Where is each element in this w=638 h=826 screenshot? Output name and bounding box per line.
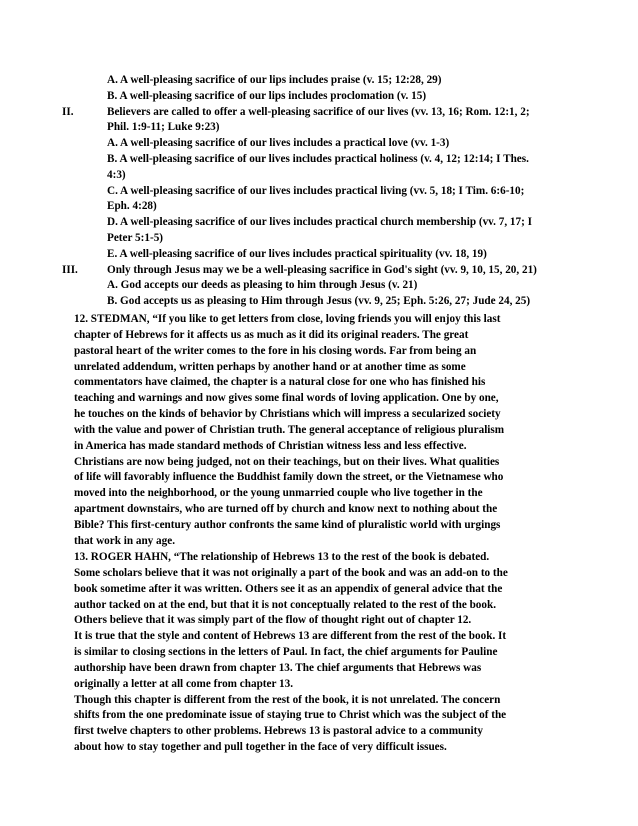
outline-line: [0, 120, 638, 136]
paragraph-line: pastoral heart of the writer comes to the fore in his closing words. Far from being an: [74, 344, 477, 357]
outline-roman-numeral: II.: [62, 105, 74, 118]
paragraph-line: of life will favorably influence the Buddhist family down the street, or the Vietnamese who: [74, 471, 504, 484]
outline-line: [0, 278, 638, 294]
outline-line: [0, 184, 638, 200]
outline-line: [0, 294, 638, 310]
outline-text: Peter 5:1-5): [107, 231, 164, 244]
paragraph-line: moved into the neighborhood, or the young unmarried couple who live together in the: [74, 487, 483, 500]
paragraph-line: is similar to closing sections in the letters of Paul. In fact, the chief arguments for Pauline: [74, 646, 498, 659]
outline-line: [0, 199, 638, 215]
paragraph-line: apartment downstairs, who are turned off by church and know next to nothing about the: [74, 503, 498, 516]
paragraph-line: Christians are now being judged, not on their teachings, but on their lives. What qualities: [74, 455, 500, 468]
paragraph-line: he touches on the kinds of behavior by Christians which will impress a secularized society: [74, 408, 501, 421]
outline-line: [0, 136, 638, 152]
paragraph-line: Bible? This first-century author confronts the same kind of pluralistic world with urgings: [74, 518, 501, 531]
paragraph-line: first twelve chapters to other problems. Hebrews 13 is pastoral advice to a community: [74, 725, 483, 738]
outline-line: [0, 105, 638, 121]
outline-roman-numeral: III.: [62, 263, 78, 276]
outline-text: Phil. 1:9-11; Luke 9:23): [107, 121, 220, 134]
paragraph-line: author tacked on at the end, but that it is not conceptually related to the rest of the book.: [74, 598, 497, 611]
paragraph-line: chapter of Hebrews for it affects us as much as it did its original readers. The great: [74, 328, 469, 341]
paragraph-line: Others believe that it was simply part of the flow of thought right out of chapter 12.: [74, 614, 472, 627]
sermon-outline: [0, 73, 638, 310]
paragraph-line: book sometime after it was written. Others see it as an appendix of general advice that the: [74, 582, 503, 595]
outline-line: [0, 89, 638, 105]
outline-text: D. A well-pleasing sacrifice of our lives includes practical church membership (vv. 7, 17; I: [107, 216, 532, 229]
stedman-quote-paragraph: [74, 312, 594, 550]
outline-line: [0, 215, 638, 231]
paragraph-line: 12. STEDMAN, “If you like to get letters from close, loving friends you will enjoy this last: [74, 313, 501, 325]
outline-line: [0, 231, 638, 247]
paragraph-line: 13. ROGER HAHN, “The relationship of Hebrews 13 to the rest of the book is debated.: [74, 551, 490, 563]
outline-text: B. A well-pleasing sacrifice of our lives includes practical holiness (v. 4, 12; 12:14; I Thes.: [107, 152, 529, 165]
outline-text: B. A well-pleasing sacrifice of our lips includes proclomation (v. 15): [107, 89, 427, 102]
outline-text: A. God accepts our deeds as pleasing to him through Jesus (v. 21): [107, 279, 418, 292]
outline-text: Eph. 4:28): [107, 200, 157, 213]
paragraph-line: shifts from the one predominate issue of staying true to Christ which was the subject of the: [74, 709, 507, 722]
paragraph-line: that work in any age.: [74, 534, 176, 547]
paragraph-line: Some scholars believe that it was not originally a part of the book and was an add-on to the: [74, 566, 508, 579]
outline-text: A. A well-pleasing sacrifice of our lips includes praise (v. 15; 12:28, 29): [107, 74, 442, 86]
outline-line: [0, 263, 638, 279]
outline-line: [0, 168, 638, 184]
paragraph-line: commentators have claimed, the chapter is a natural close for one who has finished his: [74, 376, 486, 389]
paragraph-line: originally a letter at all come from chapter 13.: [74, 677, 294, 690]
outline-text: B. God accepts us as pleasing to Him through Jesus (vv. 9, 25; Eph. 5:26, 27; Jude 24, 25): [107, 295, 531, 308]
paragraph-line: about how to stay together and pull together in the face of very difficult issues.: [74, 741, 447, 754]
outline-text: Only through Jesus may we be a well-pleasing sacrifice in God's sight (vv. 9, 10, 15, 20, 21): [107, 263, 537, 276]
outline-text: A. A well-pleasing sacrifice of our lives includes a practical love (vv. 1-3): [107, 137, 450, 150]
paragraph-line: It is true that the style and content of Hebrews 13 are different from the rest of the book. It: [74, 630, 507, 643]
outline-line: [0, 152, 638, 168]
paragraph-line: with the value and power of Christian truth. The general acceptance of religious pluralism: [74, 423, 505, 436]
outline-text: Believers are called to offer a well-pleasing sacrifice of our lives (vv. 13, 16; Rom. 12:1, 2;: [107, 105, 530, 118]
paragraph-line: authorship have been drawn from chapter 13. The chief arguments that Hebrews was: [74, 661, 482, 674]
outline-line: [0, 73, 638, 89]
outline-line: [0, 247, 638, 263]
paragraph-line: in America has made standard methods of Christian witness less and less effective.: [74, 439, 467, 452]
outline-text: C. A well-pleasing sacrifice of our lives includes practical living (vv. 5, 18; I Tim. 6:6-10;: [107, 184, 525, 197]
hahn-quote-paragraph: [74, 550, 594, 756]
outline-text: E. A well-pleasing sacrifice of our lives includes practical spirituality (vv. 18, 19): [107, 247, 487, 260]
paragraph-line: teaching and warnings and now gives some final words of loving application. One by one,: [74, 392, 499, 405]
paragraph-line: unrelated addendum, written perhaps by another hand or at another time as some: [74, 360, 466, 373]
paragraph-line: Though this chapter is different from the rest of the book, it is not unrelated. The concern: [74, 693, 501, 706]
outline-text: 4:3): [107, 168, 126, 181]
